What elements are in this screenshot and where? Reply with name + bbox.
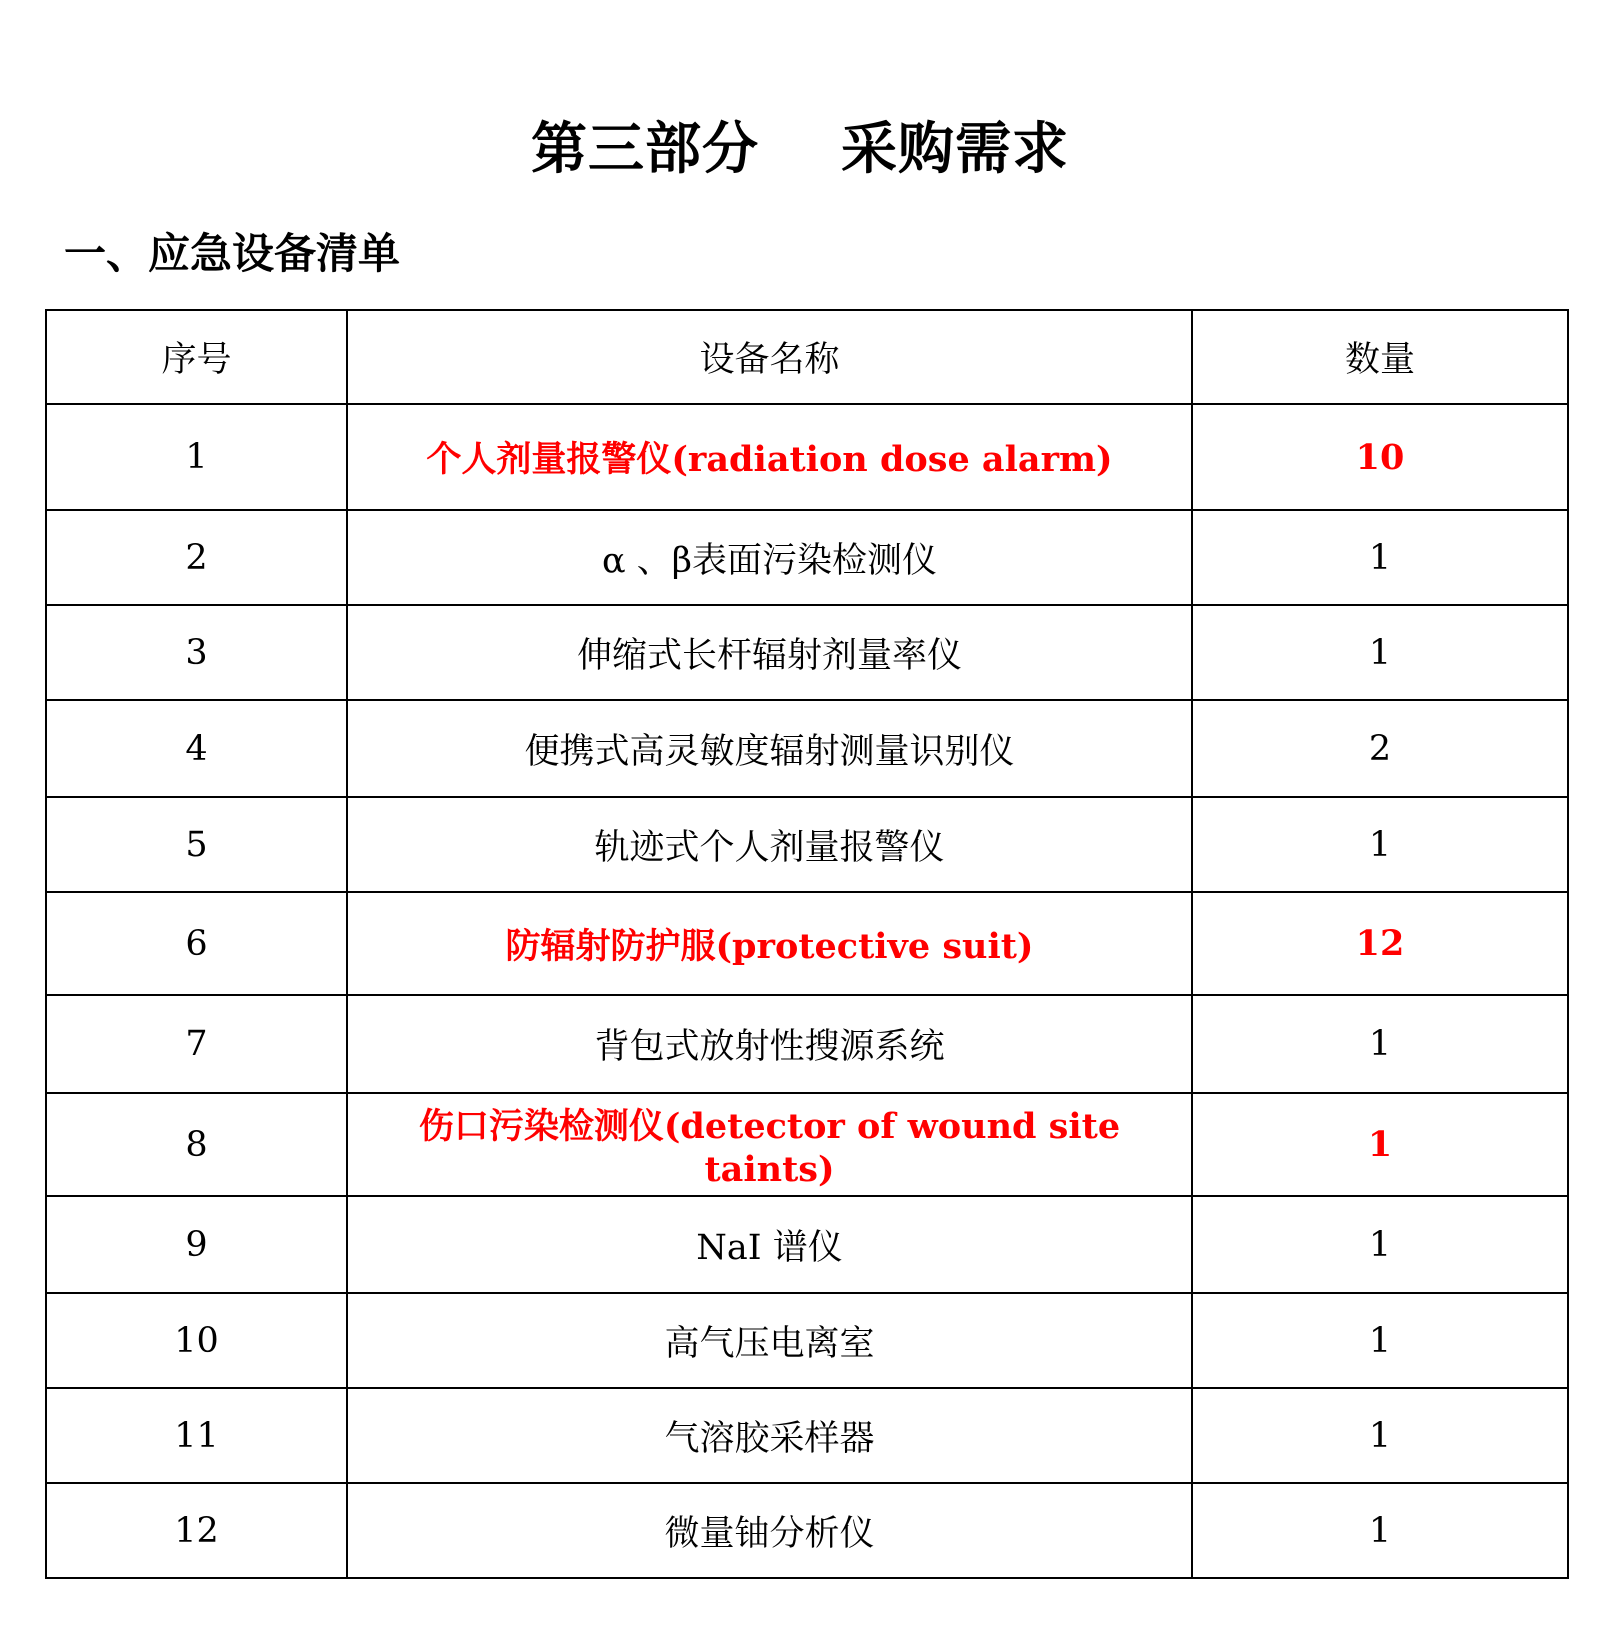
serial-number-cell: 8 bbox=[46, 1093, 347, 1196]
equipment-name-cell: 气溶胶采样器 bbox=[347, 1388, 1192, 1483]
quantity-cell: 1 bbox=[1192, 995, 1568, 1093]
table-row bbox=[46, 605, 1568, 700]
page-title: 第三部分 采购需求 bbox=[531, 117, 1069, 182]
table-row bbox=[46, 1196, 1568, 1293]
serial-number-cell: 11 bbox=[46, 1388, 347, 1483]
table-row bbox=[46, 1293, 1568, 1388]
equipment-name-cell: 轨迹式个人剂量报警仪 bbox=[347, 797, 1192, 892]
equipment-name-cell: 微量铀分析仪 bbox=[347, 1483, 1192, 1578]
equipment-name-cell: 背包式放射性搜源系统 bbox=[347, 995, 1192, 1093]
equipment-name-cell: 便携式高灵敏度辐射测量识别仪 bbox=[347, 700, 1192, 797]
quantity-cell: 1 bbox=[1192, 605, 1568, 700]
equipment-name-cell: 伸缩式长杆辐射剂量率仪 bbox=[347, 605, 1192, 700]
serial-number-cell: 10 bbox=[46, 1293, 347, 1388]
table-row bbox=[46, 700, 1568, 797]
table-header-row bbox=[46, 310, 1568, 404]
serial-number-cell: 12 bbox=[46, 1483, 347, 1578]
table-row bbox=[46, 995, 1568, 1093]
quantity-cell: 12 bbox=[1192, 892, 1568, 995]
serial-number-cell: 5 bbox=[46, 797, 347, 892]
serial-number-cell: 4 bbox=[46, 700, 347, 797]
equipment-name-cell: 防辐射防护服(protective suit) bbox=[347, 892, 1192, 995]
equipment-table bbox=[45, 309, 1569, 1579]
quantity-cell: 1 bbox=[1192, 1293, 1568, 1388]
section-heading: 一、应急设备清单 bbox=[64, 229, 401, 278]
equipment-name-cell: NaI 谱仪 bbox=[347, 1196, 1192, 1293]
quantity-cell: 1 bbox=[1192, 1388, 1568, 1483]
serial-number-cell: 3 bbox=[46, 605, 347, 700]
table-body bbox=[46, 404, 1568, 1578]
table-row bbox=[46, 404, 1568, 510]
quantity-cell: 1 bbox=[1192, 797, 1568, 892]
serial-number-cell: 9 bbox=[46, 1196, 347, 1293]
header-quantity: 数量 bbox=[1192, 310, 1568, 404]
table-row bbox=[46, 510, 1568, 605]
serial-number-cell: 7 bbox=[46, 995, 347, 1093]
header-equipment-name: 设备名称 bbox=[347, 310, 1192, 404]
quantity-cell: 10 bbox=[1192, 404, 1568, 510]
quantity-cell: 1 bbox=[1192, 510, 1568, 605]
table-row bbox=[46, 797, 1568, 892]
quantity-cell: 1 bbox=[1192, 1483, 1568, 1578]
quantity-cell: 1 bbox=[1192, 1093, 1568, 1196]
serial-number-cell: 1 bbox=[46, 404, 347, 510]
table-row bbox=[46, 1388, 1568, 1483]
serial-number-cell: 6 bbox=[46, 892, 347, 995]
equipment-name-cell: α 、β表面污染检测仪 bbox=[347, 510, 1192, 605]
table-row bbox=[46, 1093, 1568, 1196]
table-row bbox=[46, 892, 1568, 995]
quantity-cell: 1 bbox=[1192, 1196, 1568, 1293]
header-serial-number: 序号 bbox=[46, 310, 347, 404]
equipment-name-cell: 个人剂量报警仪(radiation dose alarm) bbox=[347, 404, 1192, 510]
equipment-name-cell: 伤口污染检测仪(detector of wound site taints) bbox=[347, 1093, 1192, 1196]
serial-number-cell: 2 bbox=[46, 510, 347, 605]
quantity-cell: 2 bbox=[1192, 700, 1568, 797]
equipment-name-cell: 高气压电离室 bbox=[347, 1293, 1192, 1388]
table-row bbox=[46, 1483, 1568, 1578]
